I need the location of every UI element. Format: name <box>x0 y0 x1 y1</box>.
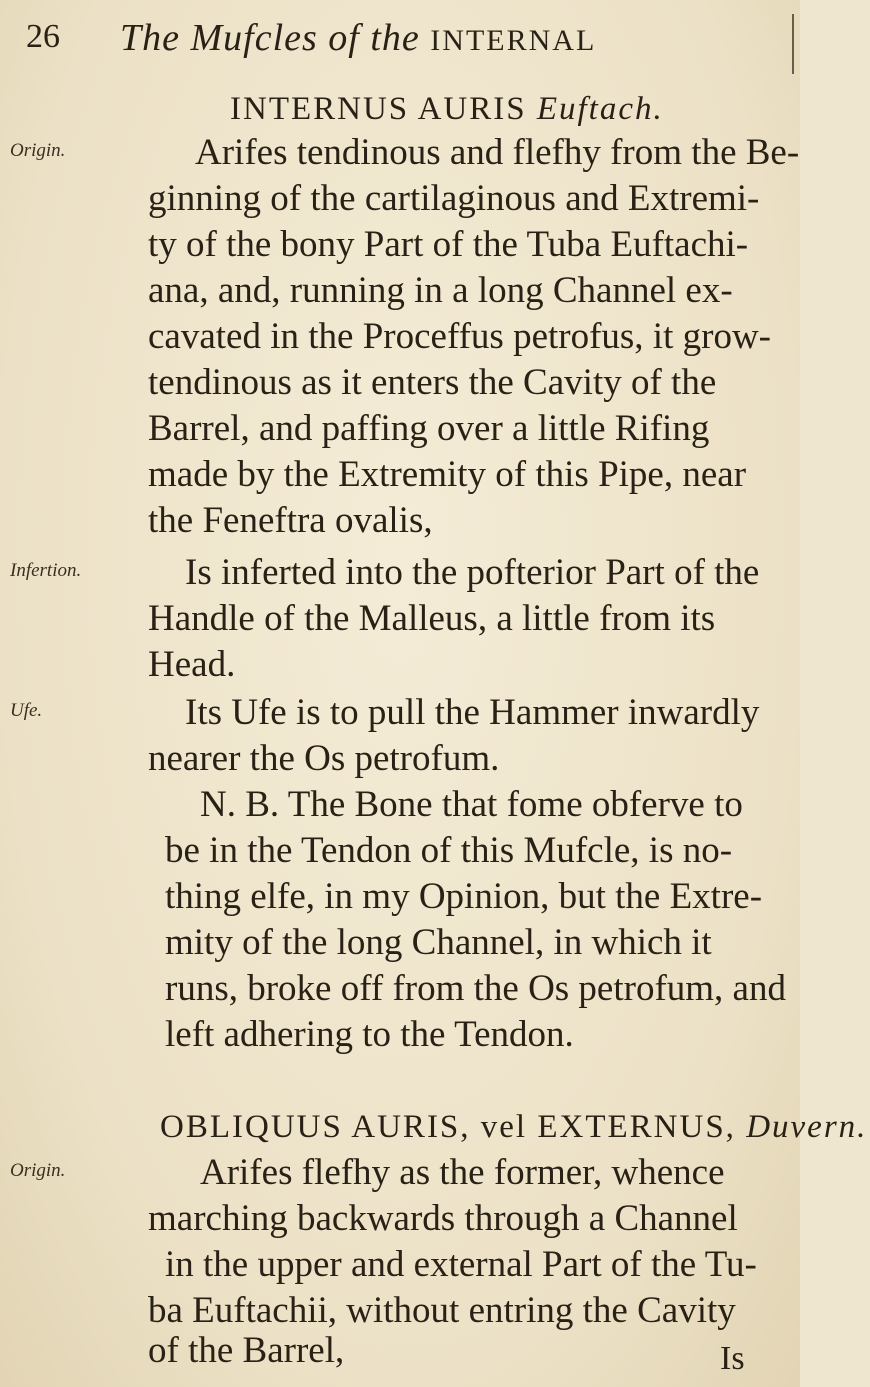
text-line: Arifes tendinous and flefhy from the Be- <box>195 132 800 173</box>
text-line: mity of the long Channel, in which it <box>165 922 712 963</box>
margin-use: Ufe. <box>10 700 43 721</box>
section1-heading <box>230 86 870 132</box>
running-head-internal: INTERNAL <box>430 24 597 57</box>
text-line: runs, broke off from the Os petrofum, and <box>165 968 786 1009</box>
page-number: 26 <box>26 18 60 55</box>
text-line: tendinous as it enters the Cavity of the <box>148 362 717 403</box>
margin-insertion: Infertion. <box>10 560 82 581</box>
catchword: Is <box>720 1340 745 1377</box>
section2-heading <box>160 1104 868 1150</box>
page-edge-rule <box>792 14 794 74</box>
text-line: ginning of the cartilaginous and Extremi- <box>148 178 760 219</box>
text-line: Arifes flefhy as the former, whence <box>200 1152 725 1193</box>
running-head-muscles: Mufcles <box>190 17 318 59</box>
text-line: Is inferted into the pofterior Part of the <box>185 552 760 593</box>
text-line: of the Barrel, <box>148 1330 345 1371</box>
running-head-the: The <box>120 17 180 59</box>
text-line: left adhering to the Tendon. <box>165 1014 574 1055</box>
running-head-of: of <box>328 17 360 59</box>
section1-heading-title: INTERNUS AURIS <box>230 91 527 127</box>
text-line: ty of the bony Part of the Tuba Euftachi- <box>148 224 749 265</box>
text-line: Barrel, and paffing over a little Rifing <box>148 408 710 449</box>
text-line: Head. <box>148 644 236 685</box>
running-head-the2: the <box>370 17 420 59</box>
text-line: cavated in the Proceffus petrofus, it grow- <box>148 316 771 357</box>
text-line: ana, and, running in a long Channel ex- <box>148 270 733 311</box>
page-header <box>0 14 800 64</box>
text-line: marching backwards through a Channel <box>148 1198 738 1239</box>
text-line: made by the Extremity of this Pipe, near <box>148 454 747 495</box>
margin-origin-1: Origin. <box>10 140 66 161</box>
margin-origin-2: Origin. <box>10 1160 66 1181</box>
text-line: be in the Tendon of this Mufcle, is no- <box>165 830 733 871</box>
section2-heading-title: OBLIQUUS AURIS, vel EXTERNUS, <box>160 1109 736 1145</box>
section1-heading-author: Euftach. <box>536 91 664 127</box>
section2-heading-author: Duvern. <box>746 1109 868 1145</box>
text-line: nearer the Os petrofum. <box>148 738 500 779</box>
text-line: in the upper and external Part of the Tu- <box>165 1244 757 1285</box>
text-line: the Feneftra ovalis, <box>148 500 433 541</box>
running-head <box>120 16 596 60</box>
text-line: N. B. The Bone that fome obferve to <box>200 784 743 825</box>
text-line: ba Euftachii, without entring the Cavity <box>148 1290 736 1331</box>
text-line: Handle of the Malleus, a little from its <box>148 598 716 639</box>
text-line: thing elfe, in my Opinion, but the Extre- <box>165 876 763 917</box>
text-line: Its Ufe is to pull the Hammer inwardly <box>185 692 760 733</box>
